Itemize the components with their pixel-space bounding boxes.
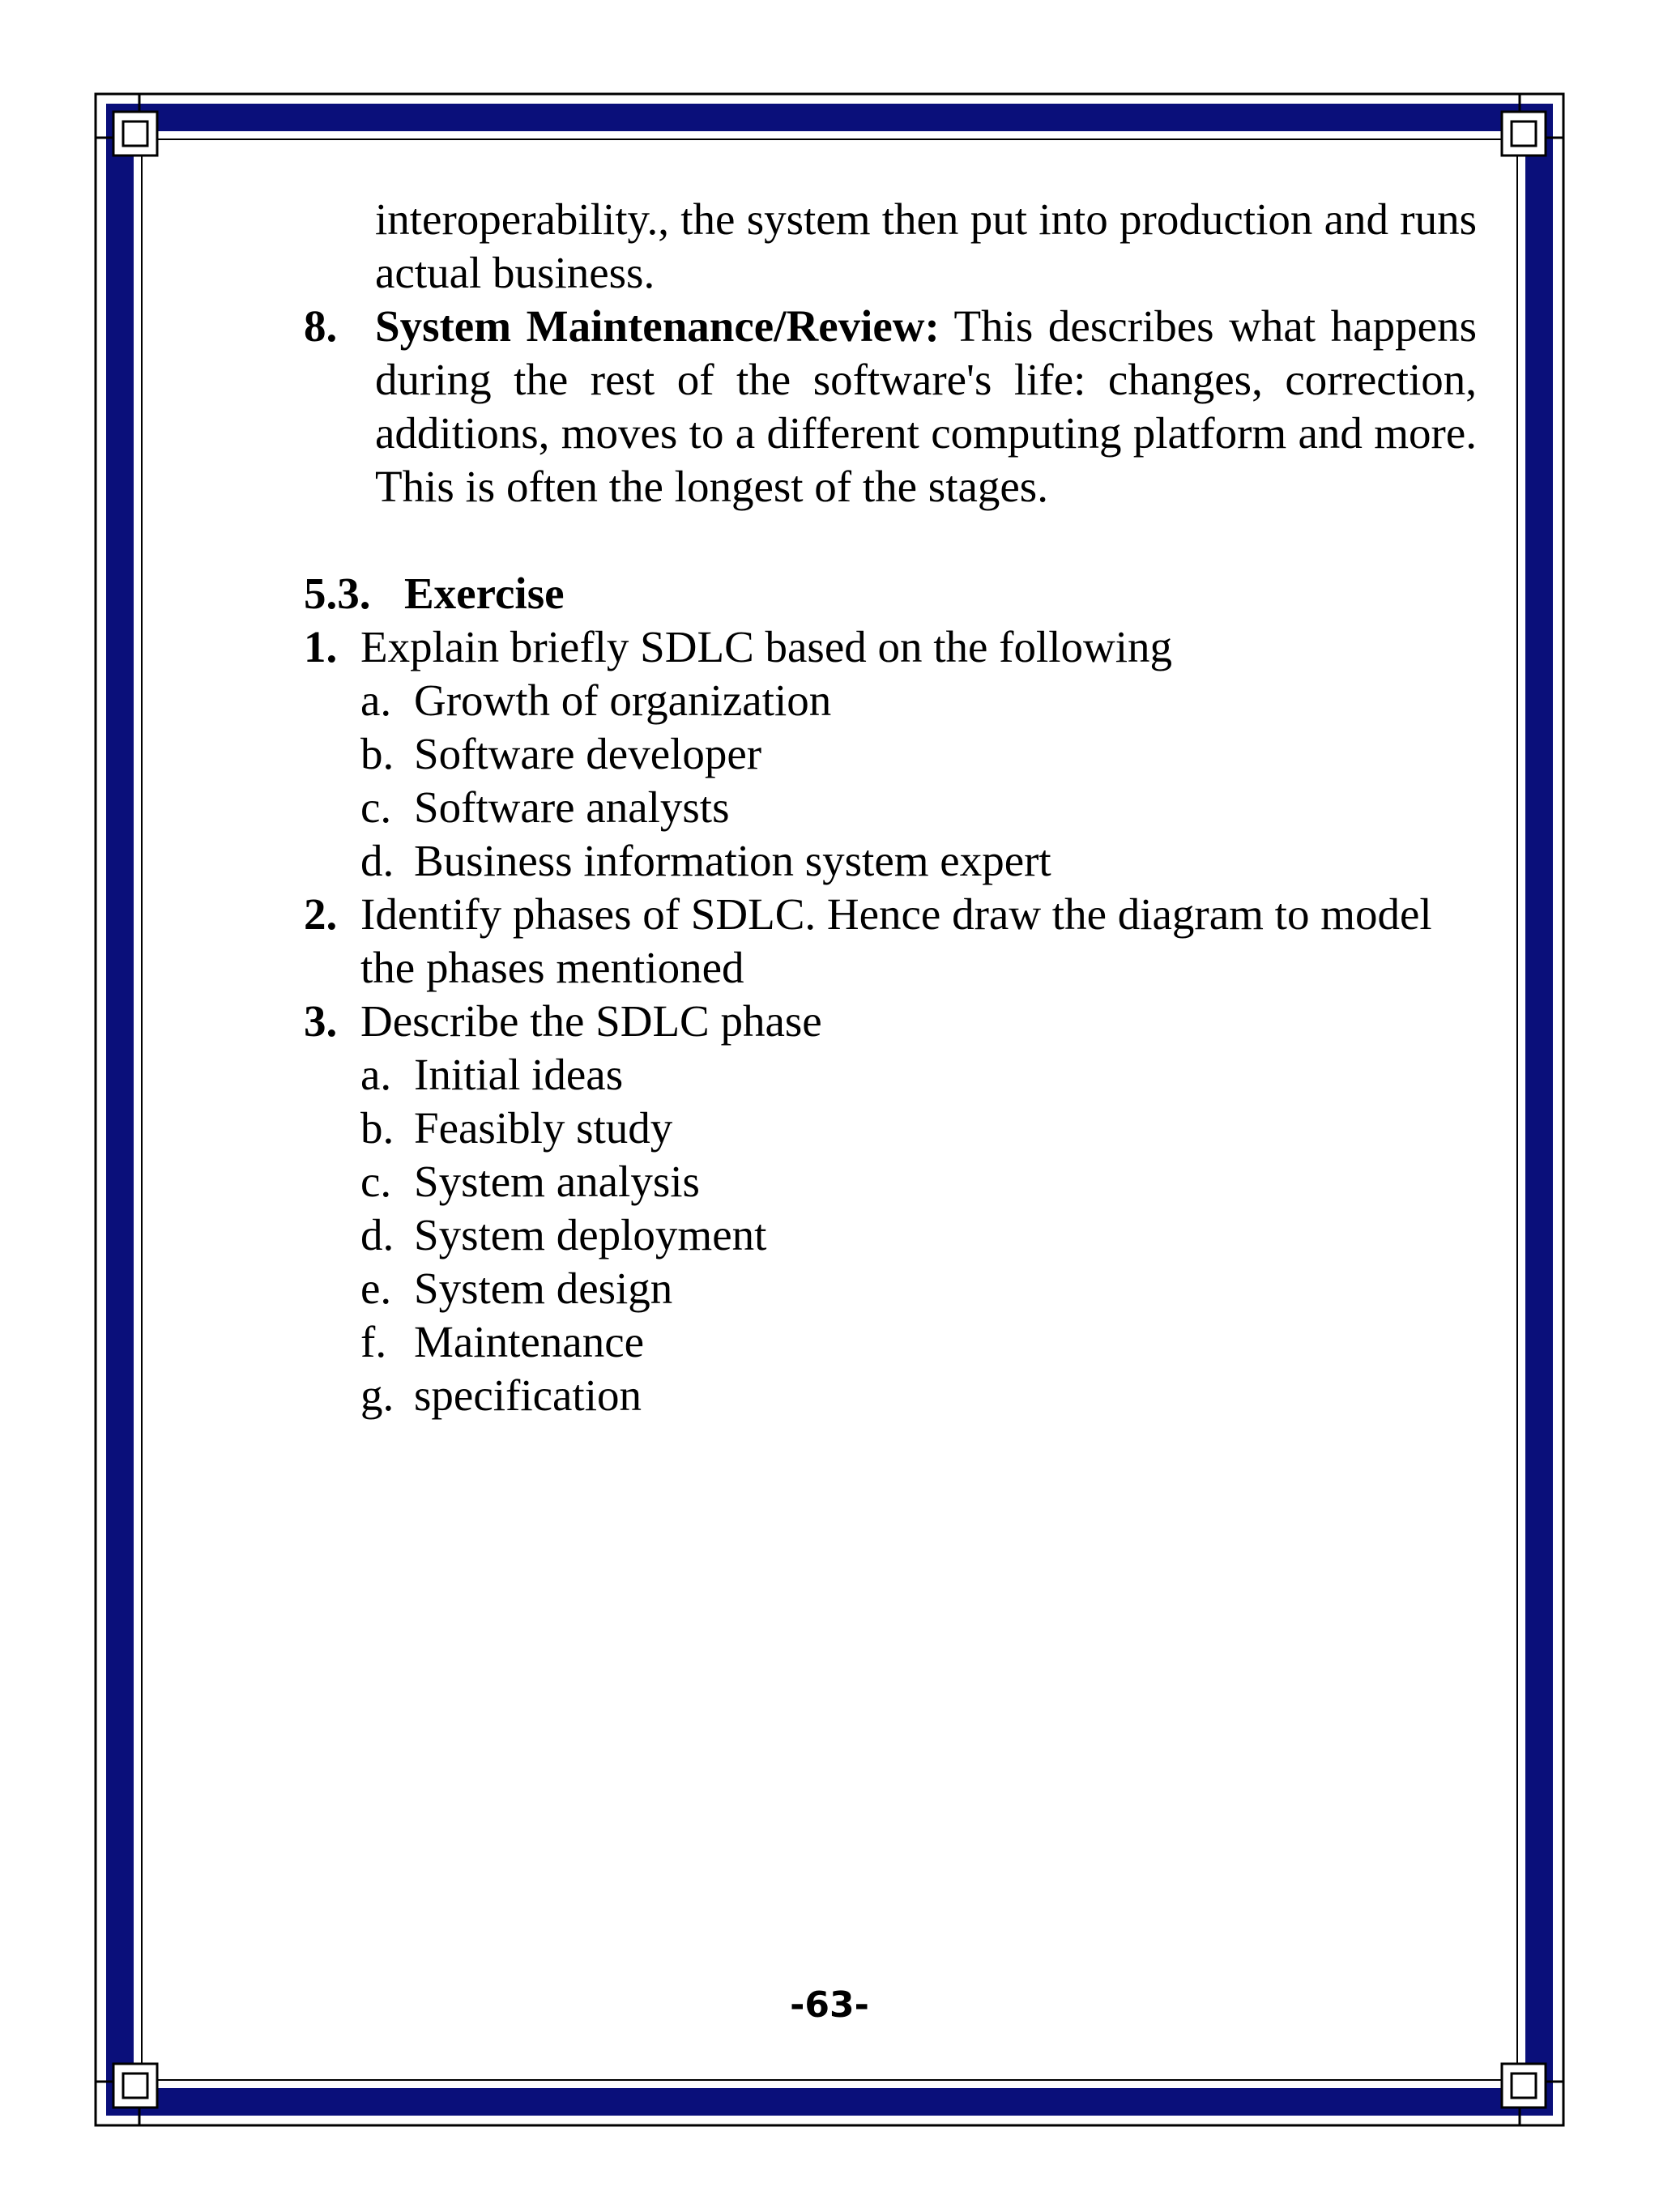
sub-letter: c. [360,1157,392,1206]
list-item-8 [304,300,1477,514]
page-content [304,193,1477,1422]
list-number: 8. [304,301,338,351]
page-number: -63- [790,1984,869,2026]
exercise-number: 3. [304,996,338,1046]
sub-text: Software developer [414,729,762,778]
corner-ornament-bottom-right [1502,2064,1563,2125]
list-item [304,727,1477,781]
sub-letter: g. [360,1370,394,1420]
exercise-3-subitems [304,1048,1477,1422]
exercise-text: Explain briefly SDLC based on the following [360,622,1173,671]
list-item [304,1102,1477,1155]
sub-letter: f. [360,1317,387,1366]
sub-text: specification [414,1370,642,1420]
section-heading [304,567,1477,620]
exercise-1-subitems [304,674,1477,888]
sub-letter: d. [360,1210,394,1259]
list-item [304,1315,1477,1369]
sub-letter: d. [360,836,394,885]
sub-letter: a. [360,1050,392,1099]
list-item [304,834,1477,888]
corner-ornament-top-left [96,94,157,156]
corner-ornament-top-right [1502,94,1563,156]
sub-text: Feasibly study [414,1103,673,1153]
list-item [304,781,1477,834]
section-title: Exercise [404,569,565,618]
sub-text: Maintenance [414,1317,645,1366]
list-item [304,1262,1477,1315]
sub-letter: b. [360,729,394,778]
sub-text: Business information system expert [414,836,1051,885]
sub-letter: c. [360,782,392,832]
sub-letter: a. [360,676,392,725]
sub-text: Growth of organization [414,676,832,725]
list-item [304,1155,1477,1208]
continuation-paragraph: interoperability., the system then put into production and runs actual business. [375,194,1477,297]
exercise-item [304,995,1477,1048]
sub-text: Software analysts [414,782,730,832]
sub-text: System deployment [414,1210,767,1259]
sub-text: System design [414,1264,673,1313]
list-item [304,1048,1477,1102]
exercise-number: 1. [304,622,338,671]
exercise-item [304,888,1477,995]
exercise-item [304,620,1477,674]
list-item [304,674,1477,727]
section-number: 5.3. [304,569,371,618]
sub-text: System analysis [414,1157,700,1206]
sub-text: Initial ideas [414,1050,624,1099]
exercise-number: 2. [304,889,338,939]
sub-letter: e. [360,1264,392,1313]
item-title: System Maintenance/Review: [375,301,940,351]
corner-ornament-bottom-left [96,2064,157,2125]
exercise-text: Identify phases of SDLC. Hence draw the diagram to model the phases mentioned [360,889,1432,992]
list-item [304,1208,1477,1262]
item-text: This describes what happens during the rest of the software's life: changes, correction, additions, moves to a different computing platform and more. This is often the longest of the stages. [375,301,1477,511]
list-item [304,1369,1477,1422]
exercise-text: Describe the SDLC phase [360,996,822,1046]
sub-letter: b. [360,1103,394,1153]
